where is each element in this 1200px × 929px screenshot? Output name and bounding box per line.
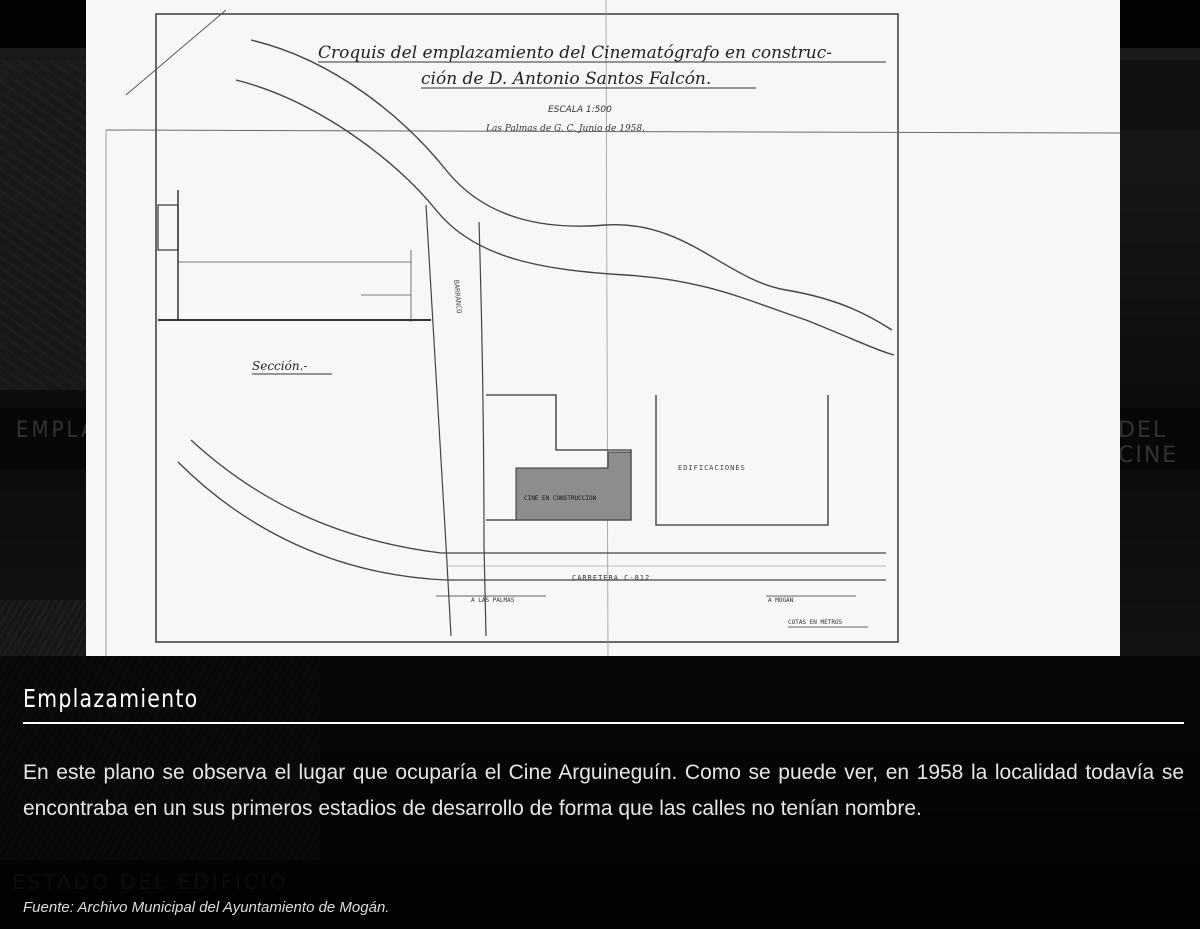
plan-scale: ESCALA 1:500	[548, 105, 612, 115]
plan-to-las-palmas: A LAS PALMAS	[471, 597, 515, 604]
plan-carretera-label: CARRETERA C-812	[572, 574, 651, 582]
plan-to-mogan: A MOGAN	[768, 597, 794, 604]
caption-body: En este plano se observa el lugar que ocuparía el Cine Arguineguín. Como se puede ver, en 1958 la localidad todavía se encontraba en un sus primeros estadios de desarrollo de forma que las calles no tenían nombre.	[23, 761, 1184, 820]
caption-divider	[23, 722, 1184, 724]
plan-cine-label: CINE EN CONSTRUCCION	[524, 495, 597, 502]
caption-source: Fuente: Archivo Municipal del Ayuntamiento de Mogán.	[23, 899, 390, 916]
plan-cotas-label: COTAS EN METROS	[788, 619, 843, 626]
plan-edificaciones-label: EDIFICACIONES	[678, 464, 746, 472]
site-plan-drawing	[86, 0, 1120, 656]
caption-title: Emplazamiento	[23, 684, 199, 713]
plan-barranco-label: BARRANCO	[452, 279, 463, 314]
plan-seccion-label: Sección.-	[252, 359, 308, 373]
plan-title-line2: ción de D. Antonio Santos Falcón.	[421, 69, 712, 89]
lightbox-image	[86, 0, 1120, 656]
plan-date: Las Palmas de G. C. Junio de 1958.	[486, 124, 645, 134]
plan-title-line1: Croquis del emplazamiento del Cinematógrafo en construc-	[318, 43, 832, 63]
